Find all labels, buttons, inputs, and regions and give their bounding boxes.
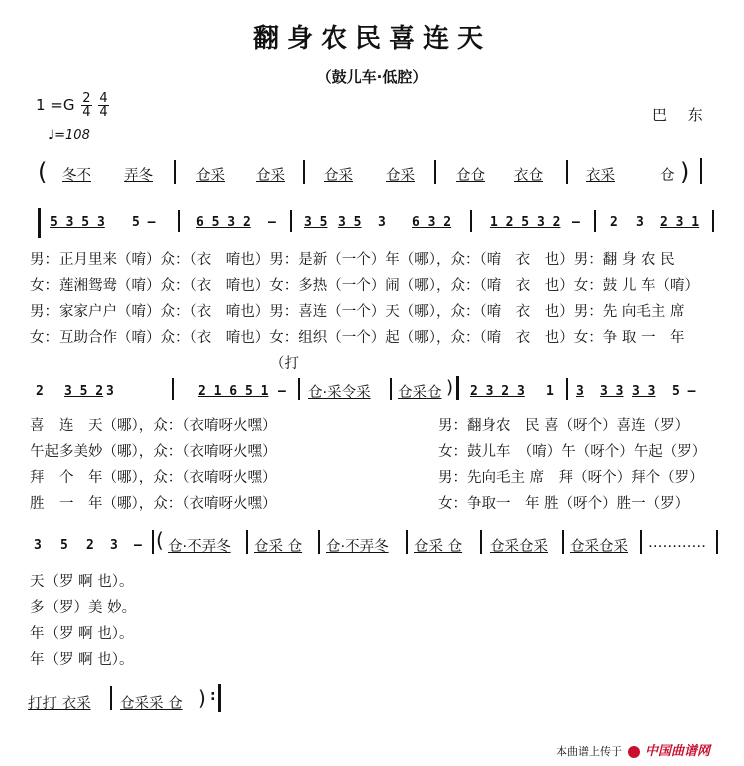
lyric-line: 多（罗）美 妙。 [30, 600, 137, 616]
note-group: 3 5 2 [64, 384, 104, 399]
key-signature [36, 92, 109, 119]
lyric-line: 女：莲湘鸳鸯（唷）众：（衣 唷也）女：多热（一个）闹（哪），众：（唷 衣 也）女：鼓 儿 车（唷） [30, 278, 699, 294]
barline [594, 210, 596, 232]
note-group: 3 [106, 384, 114, 399]
barline [152, 530, 154, 554]
lyric-line: 女：鼓儿车 （唷）午（呀个）午起（罗） [438, 444, 707, 460]
ts-b-bottom: 4 [99, 105, 108, 120]
note-group: 3 3 [600, 384, 624, 399]
note-group: 5 — [132, 215, 156, 230]
note-group: 3 [378, 215, 386, 230]
perc-group: 仓采仓采 [490, 539, 548, 555]
note-group: 3 5 [338, 215, 362, 230]
repeat-end-mark: : [210, 688, 216, 704]
barline [566, 378, 568, 400]
barline [178, 210, 180, 232]
time-signature-b [98, 92, 108, 119]
barline [566, 160, 568, 184]
note-group: — [268, 215, 276, 230]
perc-group: 仓采采 仓 [120, 696, 183, 712]
note: 3 [34, 538, 42, 553]
perc-group: 仓采仓采 [570, 539, 628, 555]
author: 巴 东 [652, 106, 711, 124]
ts-a-bottom: 4 [82, 105, 91, 120]
note-group: 6 5 3 2 [196, 215, 251, 230]
repeat-end [218, 684, 221, 712]
barline [390, 378, 392, 400]
note: 3 [110, 538, 118, 553]
barline [470, 210, 472, 232]
lyric-line: 年（罗 啊 也）。 [30, 626, 134, 642]
perc-group: 仓采 仓 [254, 539, 303, 555]
barline [246, 530, 248, 554]
perc-continuation: ………… [648, 535, 706, 551]
barline [290, 210, 292, 232]
lyric-line: 天（罗 啊 也）。 [30, 574, 134, 590]
barline [712, 210, 714, 232]
ts-b-top: 4 [99, 91, 108, 106]
note-group: 2 1 6 5 1 [198, 384, 269, 399]
barline [716, 530, 718, 554]
song-title: 翻身农民喜连天 [252, 24, 491, 54]
intro-perc: 仓采 [256, 168, 285, 184]
perc-mark: （打 [270, 356, 299, 372]
perc-group: 仓·不弄冬 [168, 539, 231, 555]
time-signature-a [81, 92, 91, 119]
note-group: 2 [610, 215, 618, 230]
barline [303, 160, 305, 184]
tempo-marking: ♩=108 [48, 128, 90, 143]
note-group: 1 [546, 384, 554, 399]
intro-perc: 仓 [660, 168, 675, 184]
note-group: 2 3 1 [660, 215, 700, 230]
barline [298, 378, 300, 400]
note-group: 3 [576, 384, 584, 399]
lyric-line: 男：家家户户（唷）众：（衣 唷也）男：喜连（一个）天（哪），众：（唷 衣 也）男：先 向毛主 席 [30, 304, 685, 320]
note-group: 5 3 5 3 [50, 215, 105, 230]
lyric-line: 女：争取一 年 胜（呀个）胜一（罗） [438, 496, 690, 512]
intro-open-paren: ( [38, 158, 48, 186]
note-group: — [572, 215, 580, 230]
song-subtitle: （鼓儿车·低腔） [316, 68, 428, 86]
lyric-line: 年（罗 啊 也）。 [30, 652, 134, 668]
footer [556, 740, 710, 759]
intro-perc: 仓采 [196, 168, 225, 184]
perc-group: 仓采仓 [398, 385, 442, 401]
perc-group: 仓·不弄冬 [326, 539, 389, 555]
perc-group: 仓采 仓 [414, 539, 463, 555]
lyric-line: 女：互助合作（唷）众：（衣 唷也）女：组织（一个）起（哪），众：（唷 衣 也）女：争 取 一 年 [30, 330, 685, 346]
note-group: 2 3 2 3 [470, 384, 525, 399]
barline [480, 530, 482, 554]
barline [562, 530, 564, 554]
lyric-line: 胜 一 年（哪），众：（衣唷呀火嘿） [30, 496, 277, 512]
intro-perc: 衣仓 [514, 168, 543, 184]
barline [172, 378, 174, 400]
lyric-line: 喜 连 天（哪），众：（衣唷呀火嘿） [30, 418, 277, 434]
note: 2 [86, 538, 94, 553]
intro-perc: 仓仓 [456, 168, 485, 184]
lyric-line: 拜 个 年（哪），众：（衣唷呀火嘿） [30, 470, 277, 486]
note: — [134, 538, 142, 553]
barline [700, 158, 702, 184]
lyric-line: 男：正月里来（唷）众：（衣 唷也）男：是新（一个）年（哪），众：（唷 衣 也）男：翻 身 农 民 [30, 252, 675, 268]
lyric-line: 午起多美妙（哪），众：（衣唷呀火嘿） [30, 444, 277, 460]
perc-group: 仓·采令采 [308, 385, 371, 401]
perc-group: 打打 衣采 [28, 696, 91, 712]
perc-close-paren: ) [446, 377, 454, 398]
perc-open-paren: ( [156, 528, 164, 552]
barline [174, 160, 176, 184]
site-logo-icon [628, 746, 640, 758]
intro-close-paren: ) [680, 158, 690, 186]
note-group: 2 [36, 384, 44, 399]
barline [640, 530, 642, 554]
note: 5 [60, 538, 68, 553]
barline [318, 530, 320, 554]
barline [406, 530, 408, 554]
intro-perc: 衣采 [586, 168, 615, 184]
note-group: 6 3 2 [412, 215, 452, 230]
barline [110, 686, 112, 710]
repeat-end [456, 376, 459, 400]
key-label: 1 =G [36, 96, 75, 114]
ts-a-top: 2 [82, 91, 91, 106]
footer-text: 本曲谱上传于 [556, 745, 622, 758]
intro-perc: 弄冬 [124, 168, 153, 184]
note-group: 1 2 5 3 2 [490, 215, 561, 230]
lyric-line: 男：翻身农 民 喜（呀个）喜连（罗） [438, 418, 690, 434]
intro-perc: 仓采 [386, 168, 415, 184]
repeat-start [38, 208, 41, 238]
note-group: 5 — [672, 384, 696, 399]
intro-perc: 仓采 [324, 168, 353, 184]
note-group: 3 3 [632, 384, 656, 399]
lyric-line: 男：先向毛主 席 拜（呀个）拜个（罗） [438, 470, 704, 486]
note-group: 3 [636, 215, 644, 230]
note-group: 3 5 [304, 215, 328, 230]
footer-site-link[interactable]: 中国曲谱网 [645, 744, 711, 759]
note-group: — [278, 384, 286, 399]
perc-close-paren: ) [198, 686, 206, 710]
intro-perc: 冬不 [62, 168, 91, 184]
barline [434, 160, 436, 184]
